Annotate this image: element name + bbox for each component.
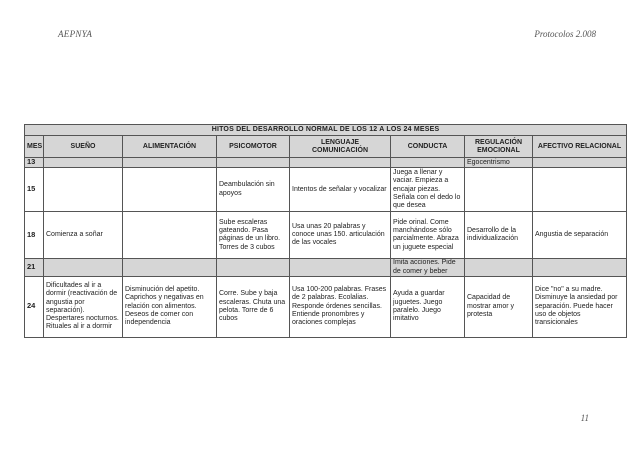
cell-afectivo <box>533 259 627 277</box>
cell-alimentacion: Disminución del apetito. Caprichos y negativas en relación con alimentos. Deseos de comer con independencia <box>123 276 217 337</box>
cell-lenguaje: Usa 100-200 palabras. Frases de 2 palabras. Ecolalias. Responde órdenes sencillas. Entiende pronombres y oraciones complejas <box>290 276 391 337</box>
table-row <box>25 158 627 168</box>
cell-conducta: Imita acciones. Pide de comer y beber <box>391 259 465 277</box>
cell-psicomotor <box>217 158 290 168</box>
cell-mes: 13 <box>25 158 44 168</box>
header-right: Protocolos 2.008 <box>534 29 596 39</box>
cell-conducta: Juega a llenar y vaciar. Empieza a encajar piezas. Señala con el dedo lo que desea <box>391 168 465 212</box>
cell-alimentacion <box>123 158 217 168</box>
page-number: 11 <box>580 413 589 423</box>
col-header-conducta: CONDUCTA <box>391 136 465 158</box>
cell-mes: 24 <box>25 276 44 337</box>
cell-regulacion <box>465 168 533 212</box>
cell-lenguaje <box>290 259 391 277</box>
cell-sueno <box>44 168 123 212</box>
cell-regulacion: Egocentrismo <box>465 158 533 168</box>
cell-conducta <box>391 158 465 168</box>
table-row <box>25 212 627 259</box>
cell-alimentacion <box>123 212 217 259</box>
cell-lenguaje: Usa unas 20 palabras y conoce unas 150. articulación de las vocales <box>290 212 391 259</box>
cell-regulacion <box>465 259 533 277</box>
cell-lenguaje <box>290 158 391 168</box>
table-title: HITOS DEL DESARROLLO NORMAL DE LOS 12 A LOS 24 MESES <box>25 125 627 136</box>
cell-conducta: Pide orinal. Come manchándose sólo parcialmente. Abraza un juguete especial <box>391 212 465 259</box>
cell-sueno <box>44 158 123 168</box>
column-header-row <box>25 136 627 158</box>
cell-lenguaje: Intentos de señalar y vocalizar <box>290 168 391 212</box>
col-header-regulacion: REGULACIÓN EMOCIONAL <box>465 136 533 158</box>
col-header-psicomotor: PSICOMOTOR <box>217 136 290 158</box>
cell-mes: 21 <box>25 259 44 277</box>
cell-psicomotor <box>217 259 290 277</box>
cell-mes: 15 <box>25 168 44 212</box>
cell-psicomotor: Deambulación sin apoyos <box>217 168 290 212</box>
col-header-mes: MES <box>25 136 44 158</box>
cell-afectivo <box>533 158 627 168</box>
header-left: AEPNYA <box>58 29 93 39</box>
development-milestones-table <box>24 124 627 338</box>
cell-sueno <box>44 259 123 277</box>
cell-sueno: Comienza a soñar <box>44 212 123 259</box>
col-header-lenguaje: LENGUAJE COMUNICACIÓN <box>290 136 391 158</box>
table-row <box>25 259 627 277</box>
col-header-sueno: SUEÑO <box>44 136 123 158</box>
cell-mes: 18 <box>25 212 44 259</box>
cell-psicomotor: Sube escaleras gateando. Pasa páginas de un libro. Torres de 3 cubos <box>217 212 290 259</box>
table-row <box>25 168 627 212</box>
table-row <box>25 276 627 337</box>
cell-afectivo: Angustia de separación <box>533 212 627 259</box>
col-header-alimentacion: ALIMENTACIÓN <box>123 136 217 158</box>
cell-alimentacion <box>123 259 217 277</box>
cell-afectivo: Dice "no" a su madre. Disminuye la ansiedad por separación. Puede hacer uso de objetos transicionales <box>533 276 627 337</box>
cell-regulacion: Capacidad de mostrar amor y protesta <box>465 276 533 337</box>
cell-conducta: Ayuda a guardar juguetes. Juego paralelo. Juego imitativo <box>391 276 465 337</box>
cell-sueno: Dificultades al ir a dormir (reactivación de angustia por separación). Despertares nocturnos. Rituales al ir a dormir <box>44 276 123 337</box>
cell-alimentacion <box>123 168 217 212</box>
cell-psicomotor: Corre. Sube y baja escaleras. Chuta una pelota. Torre de 6 cubos <box>217 276 290 337</box>
col-header-afectivo: AFECTIVO RELACIONAL <box>533 136 627 158</box>
cell-regulacion: Desarrollo de la individualización <box>465 212 533 259</box>
table-title-row <box>25 125 627 136</box>
cell-afectivo <box>533 168 627 212</box>
